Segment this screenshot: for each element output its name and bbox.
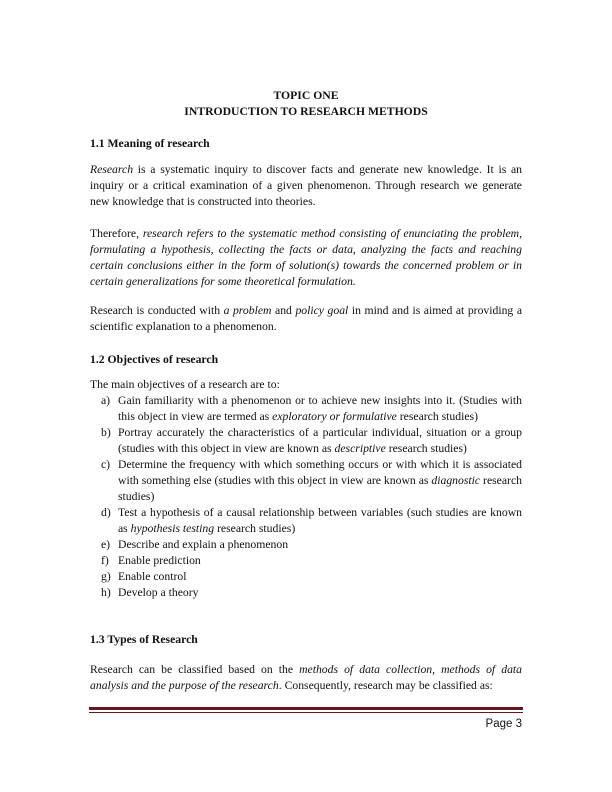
text-italic: Research: [90, 163, 134, 176]
footer-rule-thick: [89, 707, 523, 710]
text: Test a hypothesis of a causal relationship between variables (such studies are known as: [118, 506, 522, 535]
text: research studies): [385, 442, 467, 455]
list-label: f): [101, 554, 109, 567]
list-item: [90, 569, 522, 585]
objectives-list: [90, 393, 522, 601]
page-number: Page 3: [485, 718, 522, 730]
paragraph-types: [90, 662, 522, 694]
paragraph-conducted: [90, 303, 522, 335]
list-label: c): [101, 458, 111, 471]
text: . Consequently, research may be classified as:: [278, 679, 493, 692]
paragraph-meaning: [90, 162, 522, 210]
text: Research can be classified based on the: [90, 663, 300, 676]
text: research studies): [214, 522, 296, 535]
text-italic: descriptive: [334, 442, 386, 455]
list-item: [90, 537, 522, 553]
text: Portray accurately the characteristics of a particular individual, situation or a group (studies with this object in view are known as: [118, 426, 522, 455]
list-item: [90, 457, 522, 505]
text: Enable control: [118, 570, 187, 583]
text: and: [271, 304, 296, 317]
list-label: d): [101, 506, 111, 519]
text: Enable prediction: [118, 554, 201, 567]
text: Determine the frequency with which something occurs or with which it is associated with something else (studies with this object in view are known as: [118, 458, 522, 487]
objectives-intro: The main objectives of a research are to:: [90, 378, 280, 391]
text: research studies): [396, 410, 478, 423]
list-label: h): [101, 586, 111, 599]
paragraph-definition: [90, 226, 522, 290]
text-italic: policy goal: [295, 304, 349, 317]
document-title: [90, 88, 522, 120]
list-item: [90, 425, 522, 457]
text-italic: research refers to the systematic method consisting of enunciating the problem, formulating a hypothesis, collecting the facts or data, analyzing the facts and reaching certain conclusions either in the form of solution(s) towards the concerned problem or in certain generalizations for some theoretical formulation.: [90, 227, 522, 288]
text: Gain familiarity with a phenomenon or to achieve new insights into it. (Studies with this object in view are termed as: [118, 394, 522, 423]
text: Develop a theory: [118, 586, 199, 599]
list-item: [90, 505, 522, 537]
text: research studies): [118, 474, 522, 503]
section-heading-1-3: 1.3 Types of Research: [90, 633, 198, 646]
list-item: [90, 393, 522, 425]
text: in mind and is aimed at providing a scientific explanation to a phenomenon.: [90, 304, 523, 333]
text-italic: diagnostic: [431, 474, 481, 487]
list-item: [90, 585, 522, 601]
text: is a systematic inquiry to discover facts and generate new knowledge. It is an inquiry or a critical examination of a given phenomenon. Through research we generate new knowledge that is constructed into theories.: [90, 163, 522, 208]
text-italic: hypothesis testing: [130, 522, 215, 535]
section-heading-1-1: 1.1 Meaning of research: [90, 137, 210, 150]
section-heading-1-2: 1.2 Objectives of research: [90, 353, 219, 366]
title-line-1: TOPIC ONE: [273, 89, 339, 102]
text: Therefore,: [90, 227, 143, 240]
list-label: g): [101, 570, 111, 583]
title-line-2: INTRODUCTION TO RESEARCH METHODS: [184, 105, 428, 118]
text-italic: methods of data collection, methods of data analysis and the purpose of the research: [90, 663, 522, 692]
text: Describe and explain a phenomenon: [118, 538, 289, 551]
list-item: [90, 553, 522, 569]
list-label: e): [101, 538, 111, 551]
text: Research is conducted with: [90, 304, 224, 317]
list-label: b): [101, 426, 111, 439]
footer-rule-thin: [89, 712, 523, 713]
list-label: a): [101, 394, 111, 407]
text-italic: exploratory or formulative: [272, 410, 397, 423]
text-italic: a problem: [223, 304, 272, 317]
